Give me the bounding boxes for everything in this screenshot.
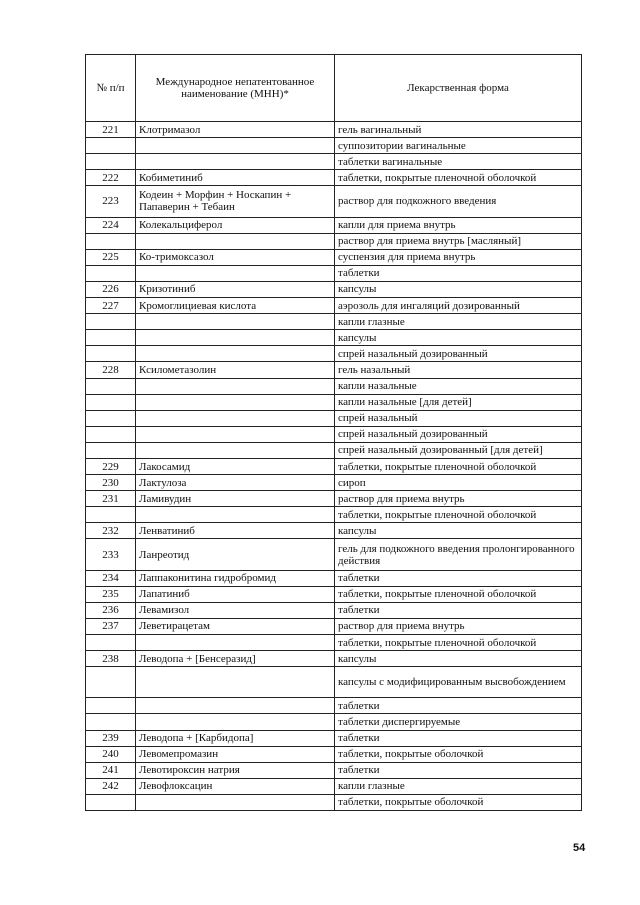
cell-dosage-form: таблетки вагинальные — [335, 154, 582, 170]
cell-number: 230 — [86, 475, 136, 491]
table-row — [86, 233, 582, 249]
table-row — [86, 394, 582, 410]
cell-number: 227 — [86, 298, 136, 314]
table-row — [86, 491, 582, 507]
cell-inn-name: Левофлоксацин — [136, 778, 335, 794]
cell-number: 228 — [86, 362, 136, 378]
table-row — [86, 475, 582, 491]
cell-inn-name: Кобиметиниб — [136, 170, 335, 186]
cell-number: 221 — [86, 122, 136, 138]
cell-dosage-form: таблетки, покрытые пленочной оболочкой — [335, 507, 582, 523]
cell-number — [86, 154, 136, 170]
table-row — [86, 618, 582, 634]
table-body — [86, 122, 582, 811]
cell-inn-name: Леводопа + [Карбидопа] — [136, 730, 335, 746]
table-row — [86, 442, 582, 458]
cell-dosage-form: гель для подкожного введения пролонгированного действия — [335, 539, 582, 570]
cell-dosage-form: капли глазные — [335, 314, 582, 330]
cell-number — [86, 138, 136, 154]
table-row — [86, 314, 582, 330]
cell-number: 233 — [86, 539, 136, 570]
cell-number: 222 — [86, 170, 136, 186]
cell-inn-name — [136, 635, 335, 651]
cell-number — [86, 507, 136, 523]
cell-inn-name — [136, 410, 335, 426]
table-row — [86, 651, 582, 667]
cell-number: 232 — [86, 523, 136, 539]
table-header-row — [86, 55, 582, 122]
cell-dosage-form: капсулы — [335, 651, 582, 667]
cell-dosage-form: таблетки, покрытые оболочкой — [335, 746, 582, 762]
cell-number — [86, 410, 136, 426]
table-row — [86, 426, 582, 442]
cell-inn-name — [136, 698, 335, 714]
table-row — [86, 730, 582, 746]
cell-number: 234 — [86, 570, 136, 586]
cell-inn-name: Кризотиниб — [136, 281, 335, 297]
cell-inn-name — [136, 667, 335, 698]
cell-number: 236 — [86, 602, 136, 618]
cell-inn-name: Леводопа + [Бенсеразид] — [136, 651, 335, 667]
cell-dosage-form: таблетки, покрытые пленочной оболочкой — [335, 458, 582, 474]
cell-dosage-form: спрей назальный дозированный — [335, 346, 582, 362]
cell-dosage-form: таблетки, покрытые пленочной оболочкой — [335, 170, 582, 186]
table-row — [86, 523, 582, 539]
cell-inn-name: Лапатиниб — [136, 586, 335, 602]
cell-inn-name — [136, 314, 335, 330]
cell-dosage-form: суппозитории вагинальные — [335, 138, 582, 154]
table-row — [86, 794, 582, 810]
cell-inn-name — [136, 426, 335, 442]
cell-dosage-form: капли назальные [для детей] — [335, 394, 582, 410]
table-row — [86, 122, 582, 138]
cell-inn-name — [136, 233, 335, 249]
cell-number — [86, 330, 136, 346]
cell-inn-name: Ко-тримоксазол — [136, 249, 335, 265]
header-number: № п/п — [86, 55, 136, 122]
drug-table — [85, 54, 582, 811]
table-row — [86, 635, 582, 651]
table-row — [86, 249, 582, 265]
cell-dosage-form: таблетки — [335, 265, 582, 281]
table-row — [86, 330, 582, 346]
cell-dosage-form: раствор для приема внутрь — [335, 618, 582, 634]
cell-dosage-form: капсулы с модифицированным высвобождением — [335, 667, 582, 698]
cell-inn-name — [136, 346, 335, 362]
cell-number — [86, 426, 136, 442]
table-row — [86, 602, 582, 618]
cell-number — [86, 698, 136, 714]
cell-number — [86, 233, 136, 249]
cell-dosage-form: капли для приема внутрь — [335, 217, 582, 233]
cell-inn-name: Левомепромазин — [136, 746, 335, 762]
cell-number — [86, 378, 136, 394]
table-row — [86, 778, 582, 794]
cell-inn-name — [136, 794, 335, 810]
table-row — [86, 410, 582, 426]
cell-inn-name: Колекальциферол — [136, 217, 335, 233]
cell-number: 229 — [86, 458, 136, 474]
cell-number: 240 — [86, 746, 136, 762]
table-row — [86, 265, 582, 281]
cell-inn-name — [136, 378, 335, 394]
cell-dosage-form: капли глазные — [335, 778, 582, 794]
cell-number — [86, 635, 136, 651]
cell-inn-name — [136, 138, 335, 154]
cell-dosage-form: таблетки, покрытые пленочной оболочкой — [335, 635, 582, 651]
cell-inn-name — [136, 442, 335, 458]
cell-number: 223 — [86, 186, 136, 217]
cell-dosage-form: суспензия для приема внутрь — [335, 249, 582, 265]
cell-dosage-form: капсулы — [335, 281, 582, 297]
cell-dosage-form: таблетки, покрытые оболочкой — [335, 794, 582, 810]
table-row — [86, 138, 582, 154]
cell-dosage-form: таблетки диспергируемые — [335, 714, 582, 730]
cell-inn-name: Ланреотид — [136, 539, 335, 570]
cell-inn-name: Кромоглициевая кислота — [136, 298, 335, 314]
cell-number — [86, 442, 136, 458]
cell-number: 237 — [86, 618, 136, 634]
cell-dosage-form: таблетки, покрытые пленочной оболочкой — [335, 586, 582, 602]
cell-dosage-form: аэрозоль для ингаляций дозированный — [335, 298, 582, 314]
table-row — [86, 667, 582, 698]
cell-number — [86, 794, 136, 810]
cell-number: 239 — [86, 730, 136, 746]
table-row — [86, 298, 582, 314]
table-row — [86, 378, 582, 394]
cell-dosage-form: таблетки — [335, 762, 582, 778]
cell-number: 231 — [86, 491, 136, 507]
table-row — [86, 570, 582, 586]
table-row — [86, 698, 582, 714]
cell-dosage-form: капсулы — [335, 523, 582, 539]
table-row — [86, 281, 582, 297]
table-row — [86, 714, 582, 730]
cell-number: 238 — [86, 651, 136, 667]
cell-dosage-form: спрей назальный дозированный — [335, 426, 582, 442]
cell-inn-name: Левамизол — [136, 602, 335, 618]
cell-dosage-form: капсулы — [335, 330, 582, 346]
cell-inn-name: Левотироксин натрия — [136, 762, 335, 778]
header-inn-name: Международное непатентованное наименование (МНН)* — [136, 55, 335, 122]
cell-number — [86, 714, 136, 730]
cell-number: 226 — [86, 281, 136, 297]
cell-inn-name: Ксилометазолин — [136, 362, 335, 378]
cell-number: 241 — [86, 762, 136, 778]
cell-dosage-form: раствор для приема внутрь — [335, 491, 582, 507]
cell-dosage-form: таблетки — [335, 730, 582, 746]
cell-dosage-form: капли назальные — [335, 378, 582, 394]
cell-number — [86, 346, 136, 362]
cell-number — [86, 667, 136, 698]
header-dosage-form: Лекарственная форма — [335, 55, 582, 122]
cell-number: 225 — [86, 249, 136, 265]
cell-inn-name — [136, 265, 335, 281]
cell-inn-name: Ламивудин — [136, 491, 335, 507]
cell-inn-name — [136, 154, 335, 170]
table-row — [86, 362, 582, 378]
page-number: 54 — [573, 842, 586, 854]
cell-number — [86, 265, 136, 281]
table-row — [86, 507, 582, 523]
table-row — [86, 154, 582, 170]
table-row — [86, 346, 582, 362]
cell-inn-name: Ленватиниб — [136, 523, 335, 539]
cell-inn-name — [136, 507, 335, 523]
table-row — [86, 539, 582, 570]
cell-number — [86, 314, 136, 330]
cell-inn-name — [136, 394, 335, 410]
cell-dosage-form: гель назальный — [335, 362, 582, 378]
cell-inn-name: Леветирацетам — [136, 618, 335, 634]
cell-dosage-form: сироп — [335, 475, 582, 491]
cell-dosage-form: гель вагинальный — [335, 122, 582, 138]
cell-inn-name: Кодеин + Морфин + Носкапин + Папаверин + Тебаин — [136, 186, 335, 217]
cell-inn-name: Клотримазол — [136, 122, 335, 138]
table-row — [86, 186, 582, 217]
cell-dosage-form: спрей назальный — [335, 410, 582, 426]
cell-inn-name: Лакосамид — [136, 458, 335, 474]
table-row — [86, 217, 582, 233]
cell-number: 235 — [86, 586, 136, 602]
cell-dosage-form: раствор для подкожного введения — [335, 186, 582, 217]
table-row — [86, 762, 582, 778]
cell-number — [86, 394, 136, 410]
cell-inn-name: Лаппаконитина гидробромид — [136, 570, 335, 586]
table-row — [86, 170, 582, 186]
cell-dosage-form: раствор для приема внутрь [масляный] — [335, 233, 582, 249]
cell-inn-name — [136, 714, 335, 730]
cell-dosage-form: таблетки — [335, 570, 582, 586]
cell-dosage-form: таблетки — [335, 602, 582, 618]
table-row — [86, 458, 582, 474]
table-row — [86, 746, 582, 762]
table-row — [86, 586, 582, 602]
cell-inn-name: Лактулоза — [136, 475, 335, 491]
cell-dosage-form: таблетки — [335, 698, 582, 714]
cell-inn-name — [136, 330, 335, 346]
cell-dosage-form: спрей назальный дозированный [для детей] — [335, 442, 582, 458]
cell-number: 242 — [86, 778, 136, 794]
cell-number: 224 — [86, 217, 136, 233]
